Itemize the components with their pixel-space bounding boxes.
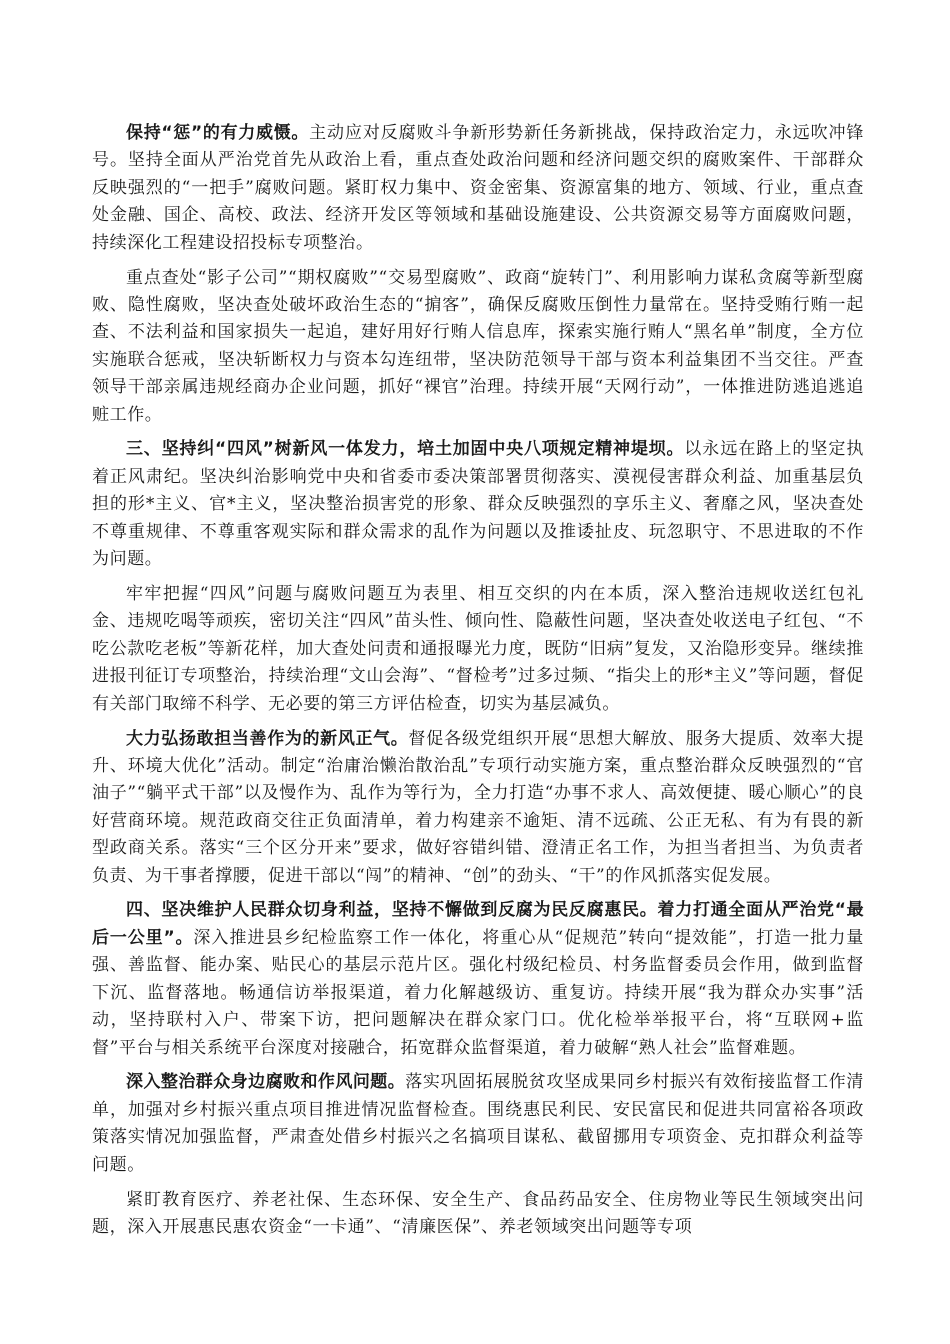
paragraph-1-heading: 保持“惩”的有力威慑。 [126, 123, 310, 143]
paragraph-5-text: 督促各级党组织开展“思想大解放、服务大提质、效率大提升、环境大优化”活动。制定“治庸治懒治散治乱”专项行动实施方案，重点整治群众反映强烈的“官油子”“躺平式干部”以及慢作为、乱作为等行为，全力打造“办事不求人、高效便捷、暖心顺心”的良好营商环境。规范政商交往正负面清单，着力构建亲不逾矩、清不远疏、公正无私、有为有畏的新型政商关系。落实“三个区分开来”要求，做好容错纠错、澄清正名工作，为担当者担当、为负责者负责、为干事者撑腰，促进干部以“闯”的精神、“创”的劲头、“干”的作风抓落实促发展。 [92, 728, 864, 886]
paragraph-3-text: 以永远在路上的坚定执着正风肃纪。坚决纠治影响党中央和省委市委决策部署贯彻落实、漠视侵害群众利益、加重基层负担的形*主义、官*主义，坚决整治损害党的形象、群众反映强烈的享乐主义、奢靡之风，坚决查处不尊重规律、不尊重客观实际和群众需求的乱作为问题以及推诿扯皮、玩忽职守、不思进取的不作为问题。 [92, 439, 864, 570]
paragraph-6-text: 深入推进县乡纪检监察工作一体化，将重心从“促规范”转向“提效能”，打造一批力量强、善监督、能办案、贴民心的基层示范片区。强化村级纪检员、村务监督委员会作用，做到监督下沉、监督落地。畅通信访举报渠道，着力化解越级访、重复访。持续开展“我为群众办实事”活动，坚持联村入户、带案下访，把问题解决在群众家门口。优化检举举报平台，将“互联网+监督”平台与相关系统平台深度对接融合，拓宽群众监督渠道，着力破解“熟人社会”监督难题。 [92, 927, 864, 1058]
paragraph-2 [92, 265, 864, 429]
paragraph-7 [92, 1069, 864, 1179]
paragraph-1-text: 主动应对反腐败斗争新形势新任务新挑战，保持政治定力，永远吹冲锋号。坚持全面从严治党首先从政治上看，重点查处政治问题和经济问题交织的腐败案件、干部群众反映强烈的“一把手”腐败问题。紧盯权力集中、资金密集、资源富集的地方、领域、行业，重点查处金融、国企、高校、政法、经济开发区等领域和基础设施建设、公共资源交易等方面腐败问题，持续深化工程建设招投标专项整治。 [92, 123, 864, 253]
paragraph-4 [92, 581, 864, 718]
section-3-heading: 三、坚持纠“四风”树新风一体发力，培土加固中央八项规定精神堤坝。 [126, 439, 685, 460]
paragraph-4-text: 牢牢把握“四风”问题与腐败问题互为表里、相互交织的内在本质，深入整治违规收送红包礼金、违规吃喝等顽疾，密切关注“四风”苗头性、倾向性、隐蔽性问题，坚决查处收送电子红包、“不吃公款吃老板”等新花样，加大查处问责和通报曝光力度，既防“旧病”复发，又治隐形变异。继续推进报刊征订专项整治，持续治理“文山会海”、“督检考”过多过频、“指尖上的形*主义”等问题，督促有关部门取缔不科学、无必要的第三方评估检查，切实为基层减负。 [92, 584, 864, 714]
section-4-heading: 四、坚决维护人民群众切身利益，坚持不懈做到反腐为民反腐惠民。着力打通全面从严治党“最后一公里”。 [92, 900, 864, 948]
paragraph-8-text: 紧盯教育医疗、养老社保、生态环保、安全生产、食品药品安全、住房物业等民生领域突出问题，深入开展惠民惠农资金“一卡通”、“清廉医保”、养老领域突出问题等专项 [92, 1189, 864, 1237]
paragraph-7-heading: 深入整治群众身边腐败和作风问题。 [126, 1072, 406, 1093]
paragraph-6 [92, 897, 864, 1061]
paragraph-7-text: 落实巩固拓展脱贫攻坚成果同乡村振兴有效衔接监督工作清单，加强对乡村振兴重点项目推进情况监督检查。围绕惠民利民、安民富民和促进共同富裕各项政策落实情况加强监督，严肃查处借乡村振兴之名搞项目谋私、截留挪用专项资金、克扣群众利益等问题。 [92, 1072, 864, 1175]
paragraph-5-heading: 大力弘扬敢担当善作为的新风正气。 [126, 728, 409, 749]
paragraph-3 [92, 436, 864, 573]
paragraph-5 [92, 726, 864, 890]
paragraph-8 [92, 1187, 864, 1242]
paragraph-1 [92, 120, 864, 257]
document-body [92, 120, 864, 1249]
paragraph-2-text: 重点查处“影子公司”“期权腐败”“交易型腐败”、政商“旋转门”、利用影响力谋私贪腐等新型腐败、隐性腐败，坚决查处破坏政治生态的“掮客”，确保反腐败压倒性力量常在。坚持受贿行贿一起查、不法利益和国家损失一起追，建好用好行贿人信息库，探索实施行贿人“黑名单”制度，全方位实施联合惩戒，坚决斩断权力与资本勾连纽带，坚决防范领导干部与资本利益集团不当交往。严查领导干部亲属违规经商办企业问题，抓好“裸官”治理。持续开展“天网行动”，一体推进防逃追逃追赃工作。 [92, 267, 864, 425]
